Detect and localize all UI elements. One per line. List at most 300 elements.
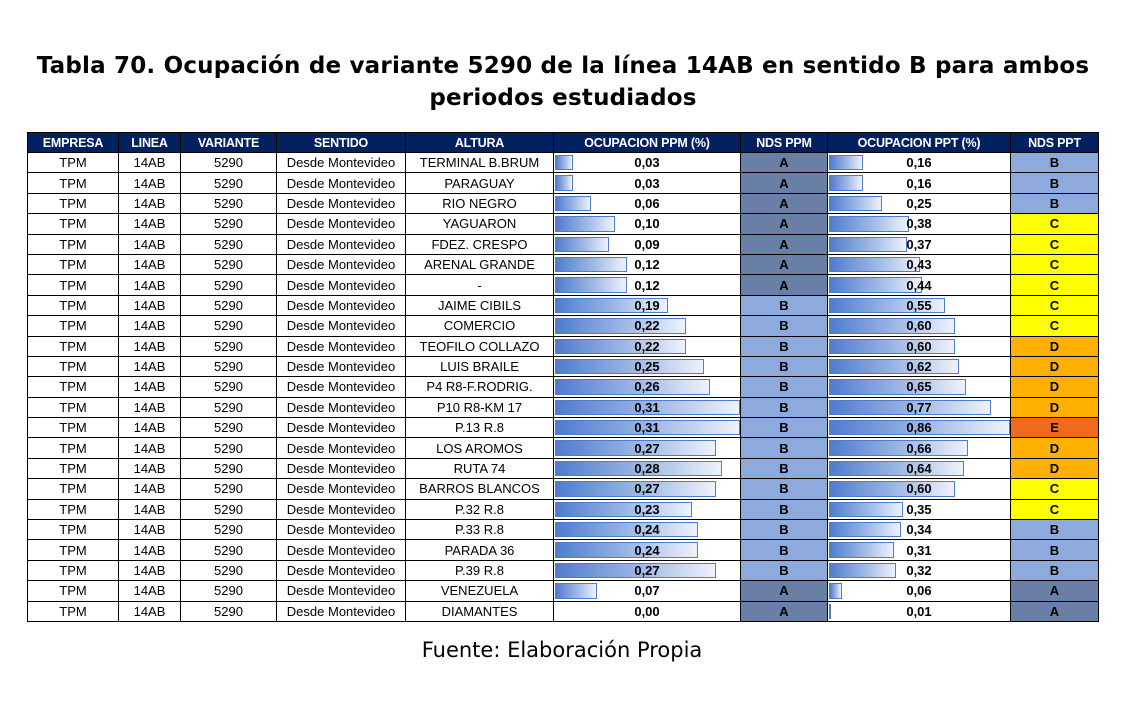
- cell-altura: P.33 R.8: [406, 520, 554, 540]
- data-bar: [555, 318, 686, 333]
- cell-value: 0,12: [634, 257, 660, 273]
- cell-empresa: TPM: [28, 173, 119, 193]
- data-bar: [555, 216, 615, 231]
- cell-nds-ppt: C: [1011, 295, 1099, 315]
- data-bar: [829, 542, 894, 557]
- data-bar: [829, 175, 863, 190]
- cell-nds-ppt: B: [1011, 173, 1099, 193]
- cell-empresa: TPM: [28, 601, 119, 621]
- data-bar: [555, 522, 698, 537]
- table-row: [28, 520, 1099, 540]
- cell-ppt: [828, 254, 1011, 274]
- cell-nds-ppm: A: [741, 214, 828, 234]
- cell-value: 0,07: [634, 583, 660, 599]
- cell-empresa: TPM: [28, 295, 119, 315]
- table-row: [28, 438, 1099, 458]
- cell-ppt: [828, 418, 1011, 438]
- cell-nds-ppm: B: [741, 295, 828, 315]
- cell-variante: 5290: [181, 173, 277, 193]
- cell-value: 0,24: [634, 542, 660, 558]
- cell-linea: 14AB: [119, 275, 181, 295]
- cell-ppm: [554, 356, 741, 376]
- table-row: [28, 336, 1099, 356]
- cell-value: 0,03: [634, 155, 660, 171]
- data-bar: [829, 339, 955, 354]
- cell-linea: 14AB: [119, 458, 181, 478]
- cell-ppt: [828, 295, 1011, 315]
- cell-ppm: [554, 479, 741, 499]
- cell-variante: 5290: [181, 479, 277, 499]
- data-bar: [829, 318, 955, 333]
- cell-ppt: [828, 458, 1011, 478]
- cell-variante: 5290: [181, 560, 277, 580]
- cell-value: 0,06: [906, 583, 932, 599]
- cell-ppt: [828, 153, 1011, 173]
- cell-ppt: [828, 173, 1011, 193]
- cell-sentido: Desde Montevideo: [277, 316, 406, 336]
- cell-empresa: TPM: [28, 560, 119, 580]
- cell-linea: 14AB: [119, 234, 181, 254]
- cell-nds-ppt: D: [1011, 377, 1099, 397]
- cell-value: 0,66: [906, 440, 932, 456]
- cell-altura: COMERCIO: [406, 316, 554, 336]
- data-bar: [555, 583, 597, 598]
- cell-sentido: Desde Montevideo: [277, 173, 406, 193]
- cell-nds-ppt: B: [1011, 520, 1099, 540]
- cell-nds-ppm: B: [741, 540, 828, 560]
- cell-value: 0,60: [906, 318, 932, 334]
- cell-linea: 14AB: [119, 397, 181, 417]
- cell-variante: 5290: [181, 540, 277, 560]
- cell-nds-ppt: D: [1011, 336, 1099, 356]
- cell-variante: 5290: [181, 295, 277, 315]
- cell-altura: PARADA 36: [406, 540, 554, 560]
- cell-value: 0,26: [634, 379, 660, 395]
- cell-value: 0,31: [634, 399, 660, 415]
- cell-linea: 14AB: [119, 560, 181, 580]
- cell-ppm: [554, 214, 741, 234]
- title-line-2: periodos estudiados: [429, 85, 697, 111]
- cell-altura: P4 R8-F.RODRIG.: [406, 377, 554, 397]
- cell-sentido: Desde Montevideo: [277, 601, 406, 621]
- cell-ppm: [554, 153, 741, 173]
- cell-nds-ppt: C: [1011, 499, 1099, 519]
- header-row: [28, 133, 1099, 153]
- cell-variante: 5290: [181, 336, 277, 356]
- data-bar: [829, 502, 903, 517]
- cell-ppm: [554, 540, 741, 560]
- cell-sentido: Desde Montevideo: [277, 520, 406, 540]
- cell-empresa: TPM: [28, 336, 119, 356]
- cell-linea: 14AB: [119, 438, 181, 458]
- cell-ppm: [554, 397, 741, 417]
- cell-nds-ppm: A: [741, 254, 828, 274]
- cell-ppt: [828, 234, 1011, 254]
- table-row: [28, 153, 1099, 173]
- cell-empresa: TPM: [28, 377, 119, 397]
- data-bar: [555, 155, 573, 170]
- cell-nds-ppm: B: [741, 520, 828, 540]
- cell-ppm: [554, 295, 741, 315]
- cell-altura: JAIME CIBILS: [406, 295, 554, 315]
- cell-nds-ppt: C: [1011, 254, 1099, 274]
- data-bar: [555, 175, 573, 190]
- cell-nds-ppt: C: [1011, 275, 1099, 295]
- cell-value: 0,65: [906, 379, 932, 395]
- cell-sentido: Desde Montevideo: [277, 214, 406, 234]
- cell-value: 0,62: [906, 359, 932, 375]
- cell-empresa: TPM: [28, 356, 119, 376]
- header-variante: VARIANTE: [181, 133, 277, 153]
- cell-ppm: [554, 275, 741, 295]
- cell-linea: 14AB: [119, 581, 181, 601]
- title-line-1: Tabla 70. Ocupación de variante 5290 de la línea 14AB en sentido B para ambos: [36, 53, 1090, 79]
- cell-nds-ppt: D: [1011, 438, 1099, 458]
- table-row: [28, 295, 1099, 315]
- data-bar: [829, 481, 955, 496]
- header-nds-ppm: NDS PPM: [741, 133, 828, 153]
- cell-linea: 14AB: [119, 336, 181, 356]
- cell-ppm: [554, 418, 741, 438]
- cell-sentido: Desde Montevideo: [277, 234, 406, 254]
- table-row: [28, 479, 1099, 499]
- cell-sentido: Desde Montevideo: [277, 193, 406, 213]
- cell-value: 0,86: [906, 420, 932, 436]
- cell-nds-ppm: B: [741, 356, 828, 376]
- cell-variante: 5290: [181, 520, 277, 540]
- table-row: [28, 214, 1099, 234]
- cell-linea: 14AB: [119, 356, 181, 376]
- data-bar: [555, 277, 627, 292]
- cell-value: 0,37: [906, 236, 932, 252]
- cell-value: 0,38: [906, 216, 932, 232]
- table-row: [28, 458, 1099, 478]
- cell-linea: 14AB: [119, 254, 181, 274]
- header-empresa: EMPRESA: [28, 133, 119, 153]
- cell-value: 0,27: [634, 563, 660, 578]
- cell-sentido: Desde Montevideo: [277, 581, 406, 601]
- cell-nds-ppt: A: [1011, 581, 1099, 601]
- cell-value: 0,77: [906, 399, 932, 415]
- data-bar: [829, 522, 901, 537]
- cell-nds-ppm: A: [741, 581, 828, 601]
- data-bar: [555, 339, 686, 354]
- cell-sentido: Desde Montevideo: [277, 499, 406, 519]
- cell-ppt: [828, 356, 1011, 376]
- cell-variante: 5290: [181, 193, 277, 213]
- cell-value: 0,24: [634, 522, 660, 538]
- cell-variante: 5290: [181, 153, 277, 173]
- table-row: [28, 540, 1099, 560]
- cell-ppm: [554, 234, 741, 254]
- data-bar: [829, 155, 863, 170]
- cell-ppt: [828, 479, 1011, 499]
- table-row: [28, 254, 1099, 274]
- header-ocupacion-ppt: OCUPACION PPT (%): [828, 133, 1011, 153]
- cell-nds-ppm: A: [741, 234, 828, 254]
- cell-variante: 5290: [181, 458, 277, 478]
- table-row: [28, 275, 1099, 295]
- cell-ppt: [828, 397, 1011, 417]
- cell-nds-ppm: A: [741, 601, 828, 621]
- cell-ppt: [828, 601, 1011, 621]
- cell-altura: P.39 R.8: [406, 560, 554, 580]
- cell-variante: 5290: [181, 356, 277, 376]
- table-row: [28, 356, 1099, 376]
- cell-sentido: Desde Montevideo: [277, 275, 406, 295]
- cell-ppt: [828, 581, 1011, 601]
- cell-value: 0,22: [634, 338, 660, 354]
- table-row: [28, 377, 1099, 397]
- cell-ppt: [828, 336, 1011, 356]
- cell-variante: 5290: [181, 581, 277, 601]
- cell-value: 0,64: [906, 461, 932, 477]
- cell-empresa: TPM: [28, 540, 119, 560]
- cell-nds-ppt: C: [1011, 479, 1099, 499]
- cell-empresa: TPM: [28, 520, 119, 540]
- cell-linea: 14AB: [119, 499, 181, 519]
- cell-ppt: [828, 377, 1011, 397]
- cell-ppm: [554, 499, 741, 519]
- cell-ppt: [828, 438, 1011, 458]
- cell-ppm: [554, 173, 741, 193]
- cell-nds-ppt: B: [1011, 193, 1099, 213]
- cell-linea: 14AB: [119, 418, 181, 438]
- cell-empresa: TPM: [28, 214, 119, 234]
- cell-altura: TEOFILO COLLAZO: [406, 336, 554, 356]
- data-bar: [829, 196, 882, 211]
- cell-value: 0,60: [906, 338, 932, 354]
- cell-nds-ppm: A: [741, 153, 828, 173]
- cell-value: 0,01: [906, 603, 932, 619]
- cell-nds-ppt: D: [1011, 397, 1099, 417]
- cell-sentido: Desde Montevideo: [277, 560, 406, 580]
- cell-empresa: TPM: [28, 499, 119, 519]
- cell-nds-ppt: A: [1011, 601, 1099, 621]
- cell-nds-ppm: A: [741, 173, 828, 193]
- cell-nds-ppm: B: [741, 397, 828, 417]
- cell-sentido: Desde Montevideo: [277, 377, 406, 397]
- cell-ppt: [828, 214, 1011, 234]
- cell-sentido: Desde Montevideo: [277, 153, 406, 173]
- cell-variante: 5290: [181, 275, 277, 295]
- cell-value: 0,35: [906, 501, 932, 517]
- cell-altura: PARAGUAY: [406, 173, 554, 193]
- cell-value: 0,31: [906, 542, 932, 558]
- cell-ppm: [554, 560, 741, 580]
- cell-variante: 5290: [181, 397, 277, 417]
- cell-ppm: [554, 458, 741, 478]
- cell-nds-ppt: C: [1011, 214, 1099, 234]
- table-row: [28, 418, 1099, 438]
- cell-value: 0,27: [634, 481, 660, 497]
- cell-value: 0,55: [906, 297, 932, 313]
- header-linea: LINEA: [119, 133, 181, 153]
- cell-ppt: [828, 275, 1011, 295]
- cell-nds-ppt: C: [1011, 234, 1099, 254]
- data-bar: [555, 359, 704, 374]
- cell-variante: 5290: [181, 254, 277, 274]
- cell-linea: 14AB: [119, 173, 181, 193]
- cell-variante: 5290: [181, 377, 277, 397]
- cell-sentido: Desde Montevideo: [277, 336, 406, 356]
- cell-value: 0,25: [906, 195, 932, 211]
- data-bar: [555, 542, 698, 557]
- cell-nds-ppt: D: [1011, 356, 1099, 376]
- cell-variante: 5290: [181, 316, 277, 336]
- cell-ppm: [554, 601, 741, 621]
- cell-nds-ppm: A: [741, 193, 828, 213]
- cell-altura: LUIS BRAILE: [406, 356, 554, 376]
- cell-nds-ppt: D: [1011, 458, 1099, 478]
- cell-value: 0,10: [634, 216, 660, 232]
- cell-linea: 14AB: [119, 601, 181, 621]
- cell-value: 0,19: [634, 297, 660, 313]
- cell-ppm: [554, 438, 741, 458]
- cell-value: 0,16: [906, 155, 932, 171]
- cell-value: 0,34: [906, 522, 932, 538]
- cell-nds-ppm: B: [741, 560, 828, 580]
- data-bar: [829, 440, 968, 455]
- cell-sentido: Desde Montevideo: [277, 254, 406, 274]
- data-bar: [829, 237, 907, 252]
- cell-ppm: [554, 581, 741, 601]
- cell-ppm: [554, 520, 741, 540]
- cell-empresa: TPM: [28, 418, 119, 438]
- cell-ppm: [554, 377, 741, 397]
- cell-altura: -: [406, 275, 554, 295]
- data-bar: [829, 359, 959, 374]
- cell-value: 0,00: [634, 603, 660, 619]
- cell-variante: 5290: [181, 418, 277, 438]
- cell-empresa: TPM: [28, 479, 119, 499]
- data-bar: [555, 502, 692, 517]
- cell-variante: 5290: [181, 234, 277, 254]
- header-altura: ALTURA: [406, 133, 554, 153]
- table-title: [0, 50, 1126, 114]
- cell-value: 0,16: [906, 175, 932, 191]
- occupancy-table: [27, 132, 1099, 622]
- cell-altura: VENEZUELA: [406, 581, 554, 601]
- cell-nds-ppm: B: [741, 479, 828, 499]
- data-bar: [555, 237, 609, 252]
- cell-nds-ppm: B: [741, 438, 828, 458]
- cell-linea: 14AB: [119, 193, 181, 213]
- cell-ppt: [828, 316, 1011, 336]
- cell-nds-ppt: B: [1011, 153, 1099, 173]
- cell-sentido: Desde Montevideo: [277, 418, 406, 438]
- cell-ppm: [554, 336, 741, 356]
- source-note: Fuente: Elaboración Propia: [421, 638, 703, 662]
- data-bar: [829, 583, 842, 598]
- cell-ppt: [828, 560, 1011, 580]
- cell-value: 0,03: [634, 175, 660, 191]
- cell-empresa: TPM: [28, 153, 119, 173]
- cell-sentido: Desde Montevideo: [277, 479, 406, 499]
- cell-linea: 14AB: [119, 316, 181, 336]
- table-row: [28, 499, 1099, 519]
- cell-linea: 14AB: [119, 214, 181, 234]
- data-bar: [555, 257, 627, 272]
- cell-variante: 5290: [181, 499, 277, 519]
- cell-nds-ppt: B: [1011, 560, 1099, 580]
- cell-ppm: [554, 254, 741, 274]
- table-row: [28, 234, 1099, 254]
- cell-nds-ppm: B: [741, 499, 828, 519]
- cell-empresa: TPM: [28, 316, 119, 336]
- cell-altura: DIAMANTES: [406, 601, 554, 621]
- data-bar: [555, 379, 710, 394]
- cell-nds-ppt: B: [1011, 540, 1099, 560]
- cell-altura: YAGUARON: [406, 214, 554, 234]
- cell-value: 0,60: [906, 481, 932, 497]
- cell-value: 0,31: [634, 420, 660, 436]
- cell-altura: P.32 R.8: [406, 499, 554, 519]
- cell-value: 0,06: [634, 195, 660, 211]
- cell-linea: 14AB: [119, 295, 181, 315]
- cell-nds-ppm: B: [741, 458, 828, 478]
- cell-sentido: Desde Montevideo: [277, 458, 406, 478]
- cell-empresa: TPM: [28, 254, 119, 274]
- data-bar: [829, 604, 831, 619]
- cell-nds-ppm: B: [741, 377, 828, 397]
- cell-altura: TERMINAL B.BRUM: [406, 153, 554, 173]
- table-row: [28, 560, 1099, 580]
- cell-linea: 14AB: [119, 520, 181, 540]
- cell-value: 0,44: [906, 277, 932, 293]
- cell-empresa: TPM: [28, 397, 119, 417]
- cell-value: 0,25: [634, 359, 660, 375]
- cell-sentido: Desde Montevideo: [277, 438, 406, 458]
- cell-nds-ppm: B: [741, 418, 828, 438]
- cell-empresa: TPM: [28, 581, 119, 601]
- header-nds-ppt: NDS PPT: [1011, 133, 1099, 153]
- cell-empresa: TPM: [28, 234, 119, 254]
- cell-altura: RUTA 74: [406, 458, 554, 478]
- cell-nds-ppm: B: [741, 336, 828, 356]
- table-row: [28, 397, 1099, 417]
- cell-value: 0,23: [634, 501, 660, 517]
- cell-variante: 5290: [181, 438, 277, 458]
- table-body: [28, 153, 1099, 622]
- table-row: [28, 193, 1099, 213]
- header-sentido: SENTIDO: [277, 133, 406, 153]
- cell-nds-ppt: C: [1011, 316, 1099, 336]
- cell-sentido: Desde Montevideo: [277, 295, 406, 315]
- cell-ppm: [554, 316, 741, 336]
- cell-ppm: [554, 193, 741, 213]
- cell-nds-ppm: A: [741, 275, 828, 295]
- cell-altura: P10 R8-KM 17: [406, 397, 554, 417]
- cell-value: 0,28: [634, 461, 660, 477]
- data-bar: [829, 216, 909, 231]
- cell-value: 0,09: [634, 236, 660, 252]
- cell-ppt: [828, 520, 1011, 540]
- cell-variante: 5290: [181, 214, 277, 234]
- cell-nds-ppt: E: [1011, 418, 1099, 438]
- cell-variante: 5290: [181, 601, 277, 621]
- table-row: [28, 316, 1099, 336]
- cell-value: 0,43: [906, 257, 932, 273]
- cell-altura: LOS AROMOS: [406, 438, 554, 458]
- cell-linea: 14AB: [119, 540, 181, 560]
- data-bar: [829, 379, 966, 394]
- cell-altura: BARROS BLANCOS: [406, 479, 554, 499]
- cell-sentido: Desde Montevideo: [277, 540, 406, 560]
- table-row: [28, 601, 1099, 621]
- table-row: [28, 173, 1099, 193]
- cell-ppt: [828, 540, 1011, 560]
